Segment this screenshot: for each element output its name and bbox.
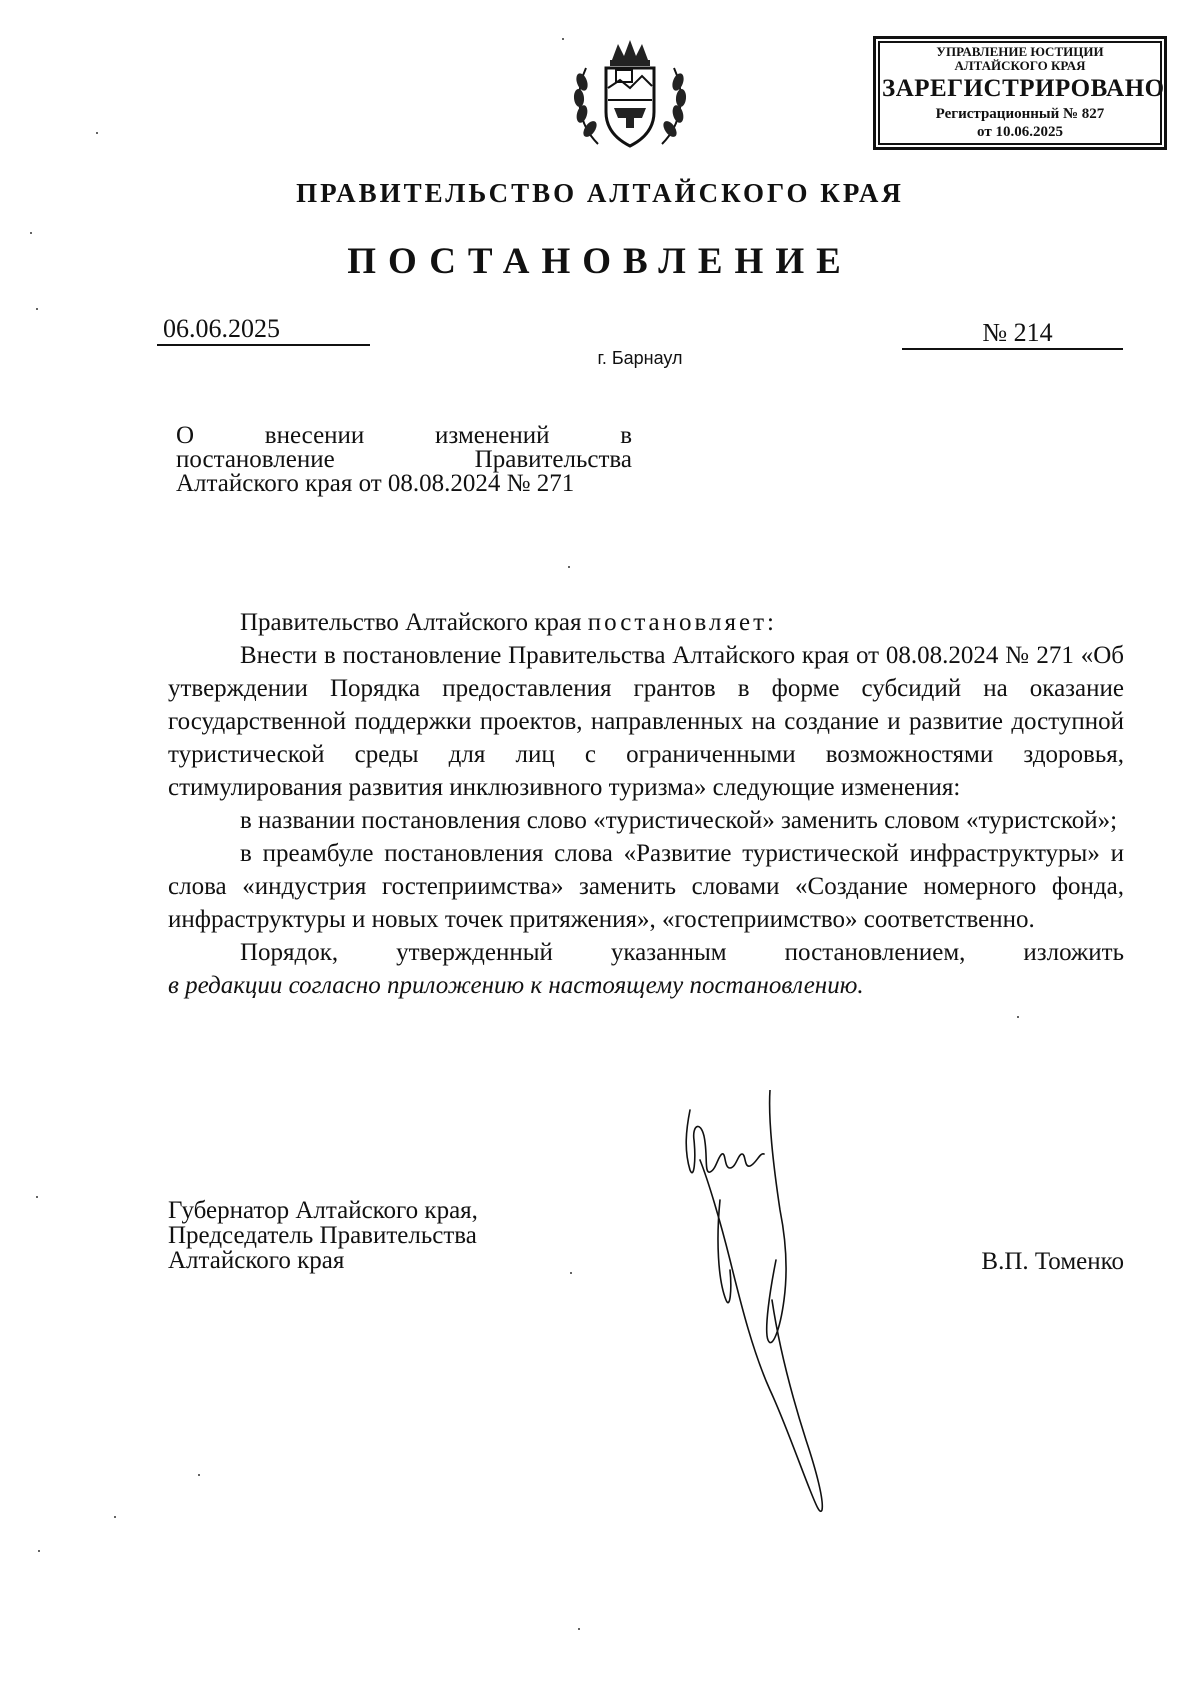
body-paragraph: в названии постановления слово «туристической» заменить словом «туристской»; xyxy=(240,807,1118,834)
body-paragraph xyxy=(168,606,1124,639)
government-title: ПРАВИТЕЛЬСТВО АЛТАЙСКОГО КРАЯ xyxy=(296,178,904,208)
signer-title-line: Председатель Правительства xyxy=(168,1222,477,1249)
scan-speck xyxy=(114,1516,116,1518)
scan-speck xyxy=(562,38,564,40)
scan-speck xyxy=(96,132,98,134)
scan-speck xyxy=(30,232,32,234)
registration-stamp xyxy=(873,36,1167,150)
body-text: Правительство Алтайского края xyxy=(240,609,588,636)
subject-line: постановление Правительства xyxy=(176,446,632,473)
body-keyword: постановляет: xyxy=(587,609,777,636)
stamp-status: ЗАРЕГИСТРИРОВАНО xyxy=(882,75,1165,102)
subject-line: О внесении изменений в xyxy=(176,422,632,449)
body-paragraph: в редакции согласно приложению к настоящему постановлению. xyxy=(168,972,864,999)
scan-speck xyxy=(578,1628,580,1630)
stamp-department: УПРАВЛЕНИЕ ЮСТИЦИИ xyxy=(936,44,1104,59)
scan-speck xyxy=(36,1196,38,1198)
body-paragraph: Порядок, утвержденный указанным постановлением, изложить xyxy=(240,939,1124,966)
document-date: 06.06.2025 xyxy=(157,314,370,346)
stamp-registration-date: от 10.06.2025 xyxy=(977,124,1063,140)
body-paragraph: Внести в постановление Правительства Алтайского края от 08.08.2024 № 271 «Об утверждении Порядка предоставления грантов в форме субсидий на оказание государственной поддержки проектов, направленных на создание и развитие доступной туристической среды для лиц с ограниченными возможностями здоровья, стимулирования развития инклюзивного туризма» следующие изменения: xyxy=(168,642,1124,801)
scan-speck xyxy=(198,1474,200,1476)
scan-speck xyxy=(38,1550,40,1552)
document-city: г. Барнаул xyxy=(597,348,683,368)
document-subject xyxy=(176,424,632,496)
scan-speck xyxy=(36,308,38,310)
coat-of-arms-icon xyxy=(568,34,692,158)
scan-speck xyxy=(570,1272,572,1274)
handwritten-signature xyxy=(660,1090,900,1520)
signer-name: В.П. Томенко xyxy=(981,1248,1124,1275)
document-number: № 214 xyxy=(902,318,1123,350)
signer-title-line: Губернатор Алтайского края, xyxy=(168,1197,478,1224)
document-type: ПОСТАНОВЛЕНИЕ xyxy=(347,241,853,282)
scan-speck xyxy=(568,566,570,568)
signer-title xyxy=(168,1198,588,1273)
document-body xyxy=(168,606,1124,1002)
stamp-registration-number: Регистрационный № 827 xyxy=(935,106,1105,122)
body-paragraph: в преамбуле постановления слова «Развитие туристической инфраструктуры» и слова «индустрия гостеприимства» заменить словами «Создание номерного фонда, инфраструктуры и новых точек притяжения», «гостеприимство» соответственно. xyxy=(168,840,1124,933)
scan-speck xyxy=(1017,1016,1019,1018)
stamp-department-region: АЛТАЙСКОГО КРАЯ xyxy=(954,58,1086,73)
subject-line: Алтайского края от 08.08.2024 № 271 xyxy=(176,470,575,497)
signer-title-line: Алтайского края xyxy=(168,1247,345,1274)
